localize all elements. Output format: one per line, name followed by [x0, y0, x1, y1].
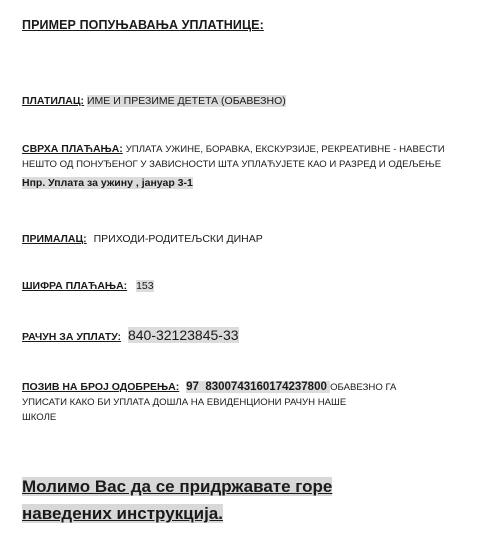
purpose-value-line2: НЕШТО ОД ПОНУЂЕНОГ У ЗАВИСНОСТИ ШТА УПЛАЋУЈЕТЕ КАО И РАЗРЕД И ОДЕЉЕЊЕ — [22, 159, 442, 170]
recipient-value: ПРИХОДИ-РОДИТЕЉСКИ ДИНАР — [93, 233, 263, 245]
account-value: 840-32123845-33 — [127, 327, 239, 343]
payment-code-value: 153 — [136, 280, 154, 292]
payment-code-row — [22, 279, 466, 294]
reference-note-line3: ШКОЛЕ — [22, 412, 57, 423]
closing-line2: наведених инструкција. — [22, 504, 223, 523]
payer-row — [22, 94, 466, 109]
purpose-block — [22, 142, 466, 191]
closing-note — [22, 473, 466, 527]
reference-block — [22, 380, 466, 425]
reference-note-line1: ОБАВЕЗНО ГА — [330, 382, 397, 393]
purpose-value-line1: УПЛАТА УЖИНЕ, БОРАВКА, ЕКСКУРЗИЈЕ, РЕКРЕАТИВНЕ - НАВЕСТИ — [125, 144, 445, 155]
purpose-label: СВРХА ПЛАЋАЊА: — [22, 143, 123, 155]
payment-code-label: ШИФРА ПЛАЋАЊА: — [22, 280, 128, 292]
reference-model: 97 — [186, 381, 199, 393]
account-row — [22, 328, 466, 345]
reference-note-line2: УПИСАТИ КАКО БИ УПЛАТА ДОШЛА НА ЕВИДЕНЦИОНИ РАЧУН НАШЕ — [22, 397, 347, 408]
purpose-example: Нпр. Уплата за ужину , јануар 3-1 — [22, 177, 193, 189]
recipient-label: ПРИМАЛАЦ: — [22, 233, 87, 245]
reference-label: ПОЗИВ НА БРОЈ ОДОБРЕЊА: — [22, 381, 180, 393]
reference-number: 8300743160174237800 — [205, 381, 327, 393]
payer-label: ПЛАТИЛАЦ: — [22, 95, 85, 107]
closing-line1: Молимо Вас да се придржавате горе — [22, 477, 333, 496]
recipient-row — [22, 232, 466, 247]
page-title: ПРИМЕР ПОПУЊАВАЊА УПЛАТНИЦЕ: — [22, 18, 264, 32]
payer-value: ИМЕ И ПРЕЗИМЕ ДЕТЕТА (ОБАВЕЗНО) — [86, 95, 286, 107]
account-label: РАЧУН ЗА УПЛАТУ: — [22, 331, 122, 343]
